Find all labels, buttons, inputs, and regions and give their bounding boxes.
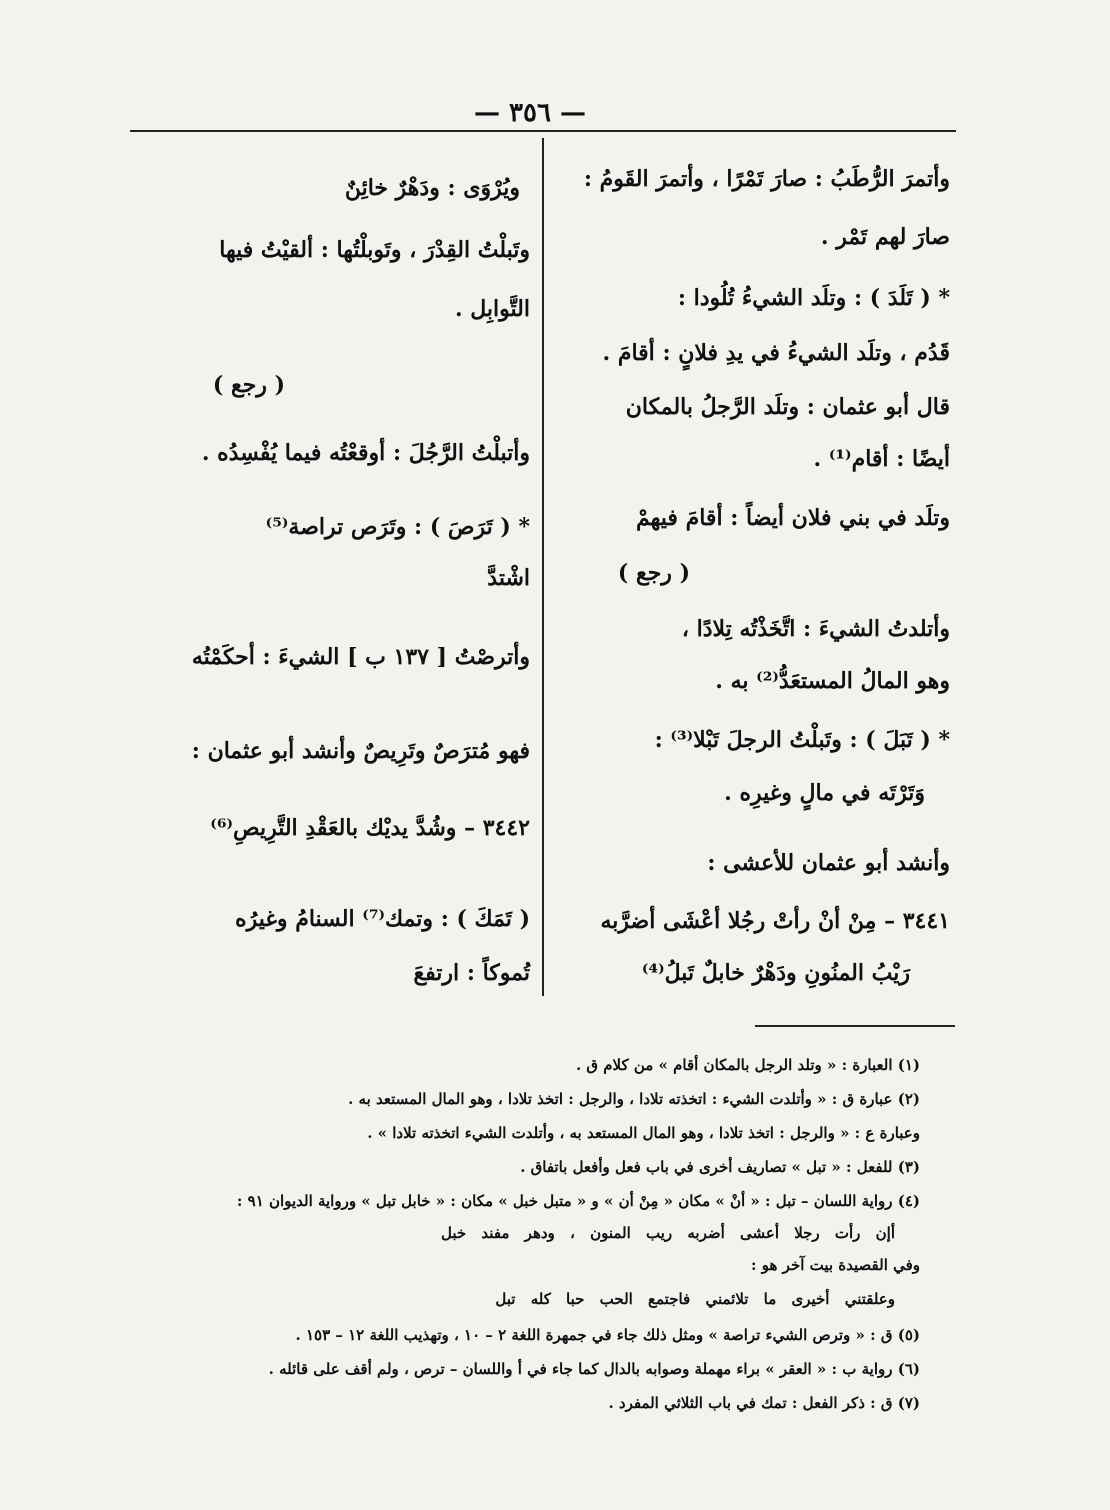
footnote-verse: أإن رأت رجلا أعشى أضربه ريب المنون ، ودهر مفند خبل [441,1224,895,1242]
text-line: ( تَمَكَ ) : وتمك⁽⁷⁾ السنامُ وغيرُه [235,906,530,932]
header-rule [130,130,956,132]
footnote-verse: وعلقتني أخيرى ما تلائمني فاجتمع الحب حبا كله تبل [495,1290,895,1308]
footnote-rule [755,1025,955,1027]
footnotes [150,1048,920,1428]
section-marker: ( رجع ) [617,560,690,586]
text-line: وأتلدتُ الشيءَ : اتَّخَذْتُه تِلادًا ، [681,616,950,642]
text-line: أيضًا : أقام⁽¹⁾ . [813,446,950,472]
verse-line: ٣٤٤٢ – وشُدَّ يديْك بالعَقْدِ التَّرِيصِ⁽⁶⁾ [210,815,530,841]
text-line: وَتَرْتَه في مالٍ وغيرِه . [724,780,925,806]
footnote: (٥) ق : « وترص الشيء تراصة » ومثل ذلك جاء في جمهرة اللغة ٢ – ١٠ ، وتهذيب اللغة ١٢ – ١٥٣ . [295,1326,920,1344]
left-column [130,160,530,1000]
text-line: قَدُم ، وتلَد الشيءُ في يدِ فلانٍ : أقامَ . [602,340,950,366]
column-divider [542,138,544,996]
text-line: وتلَد في بني فلان أيضاً : أقامَ فيهمْ [636,505,950,531]
footnote: وعبارة ع : « والرجل : اتخذ تلادا ، وهو المال المستعد به ، وأتلدت الشيء اتخذته تلادا » . [367,1124,920,1142]
footnote: وفي القصيدة بيت آخر هو : [751,1256,920,1274]
text-line: تُموكاً : ارتفعَ [413,960,530,986]
verse-line: رَيْبُ المنُونِ ودَهْرٌ خابلٌ تَبلُ⁽⁴⁾ [641,960,910,986]
footnote: (٢) عبارة ق : « وأتلدت الشيء : اتخذته تلادا ، والرجل : اتخذ تلادا ، وهو المال المستعد به . [348,1090,920,1108]
text-line: * ( تَبَلَ ) : وتَبلْتُ الرجلَ تَبْلا⁽³⁾ : [654,727,950,753]
footnote: (١) العبارة : « وتلد الرجل بالمكان أقام » من كلام ق . [575,1056,920,1074]
footnote: (٦) رواية ب : « العقر » براء مهملة وصوابه بالدال كما جاء في أ واللسان – ترص ، ولم أقف على قائله . [268,1360,920,1378]
footnote: (٣) للفعل : « تبل » تصاريف أخرى في باب فعل وأفعل باتفاق . [520,1158,920,1176]
page-number: — ٣٥٦ — [473,98,587,128]
text-line: وأنشد أبو عثمان للأعشى : [707,850,950,876]
text-line: وتَبلْتُ القِدْرَ ، وتَوبلْتُها : ألقيْتُ فيها [219,237,530,263]
text-line: وهو المالُ المستعَدُّ⁽²⁾ به . [715,668,950,694]
text-line: قال أبو عثمان : وتلَد الرَّجلُ بالمكان [625,394,950,420]
text-line: وأترصْتُ [ ١٣٧ ب ] الشيءَ : أحكَمْتُه [191,644,530,670]
text-line: ويُرْوَى : ودَهْرٌ خائِنٌ [344,175,520,201]
section-marker: ( رجع ) [212,372,285,398]
right-column [555,160,950,1000]
footnote: (٧) ق : ذكر الفعل : تمك في باب الثلاثي المفرد . [608,1394,920,1412]
text-line: وأتمرَ الرُّطَبُ : صارَ تَمْرًا ، وأتمرَ القَومُ : [583,166,950,192]
text-line: اشْتدَّ [487,565,530,591]
footnote: (٤) رواية اللسان – تبل : « أنْ » مكان « مِنْ أن » و « متبل خبل » مكان : « خابل تبل » ورواية الديوان ٩١ : [236,1192,920,1210]
text-line: فهو مُترَصٌ وتَرِيصٌ وأنشد أبو عثمان : [191,738,530,764]
text-line: * ( تَرَصَ ) : وتَرَص تراصة⁽⁵⁾ [265,514,530,540]
text-line: التَّوابِل . [454,296,530,322]
text-line: صارَ لهم تَمْر . [820,224,950,250]
verse-line: ٣٤٤١ – مِنْ أنْ رأتْ رجُلا أعْشَى أضرَّبه [600,908,950,934]
text-line: * ( تَلَدَ ) : وتلَد الشيءُ تُلُودا : [677,285,950,311]
text-line: وأتبلْتُ الرَّجُلَ : أوقعْتُه فيما يُفْسِدُه . [201,440,530,466]
